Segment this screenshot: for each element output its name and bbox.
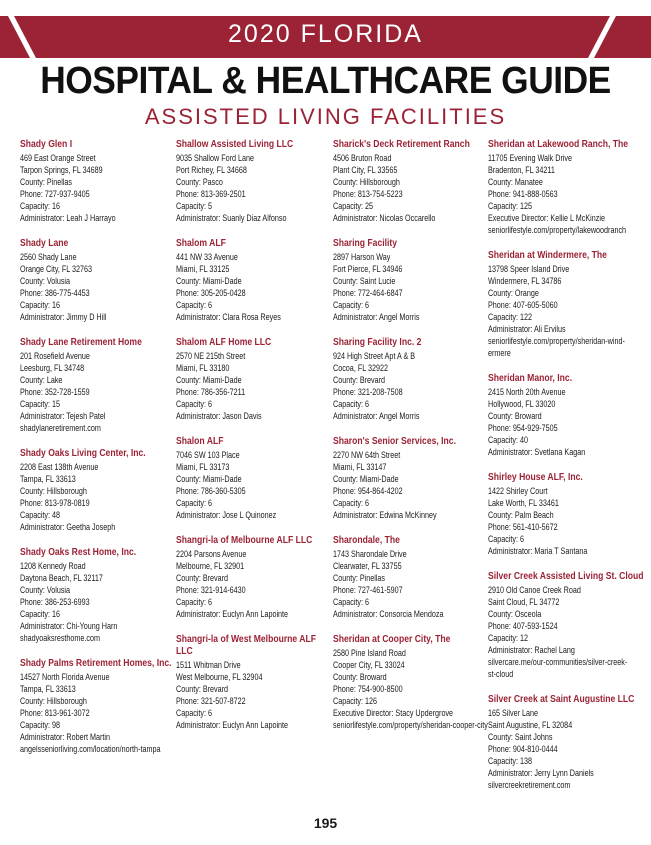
facility-detail-line: Capacity: 138 xyxy=(488,756,533,766)
facility-detail-line: Phone: 786-356-7211 xyxy=(176,387,246,397)
facility-detail-line: Phone: 407-605-5060 xyxy=(488,300,558,310)
facility-detail-line: Capacity: 15 xyxy=(20,399,61,409)
facility-detail-line: Phone: 754-900-8500 xyxy=(333,684,403,694)
facility-name: Shirley House ALF, Inc. xyxy=(488,472,583,483)
facility-detail-line: County: Lake xyxy=(20,375,63,385)
facility-detail-line: 13798 Speer Island Drive xyxy=(488,264,570,274)
facility-detail-line: Cocoa, FL 32922 xyxy=(333,363,388,373)
facility-detail-line: Miami, FL 33180 xyxy=(176,363,230,373)
facility-detail-line: Capacity: 6 xyxy=(333,300,370,310)
facility-detail-line: Leesburg, FL 34748 xyxy=(20,363,85,373)
facility-detail-line: Administrator: Robert Martin xyxy=(20,732,111,742)
facility-detail-line: Administrator: Angel Morris xyxy=(333,411,420,421)
facility-name: Sharing Facility xyxy=(333,238,398,249)
facility-detail-line: Capacity: 6 xyxy=(333,498,370,508)
facility-detail-line: Administrator: Jerry Lynn Daniels xyxy=(488,768,594,778)
facility-detail-line: shadyoaksresthome.com xyxy=(20,633,101,643)
facility-name: Shady Glen I xyxy=(20,139,73,150)
facility-detail-line: Fort Pierce, FL 34946 xyxy=(333,264,403,274)
facility-entry xyxy=(176,535,334,620)
facility-detail-line: Hollywood, FL 33020 xyxy=(488,399,556,409)
facility-entry xyxy=(333,238,491,323)
facility-detail-line: County: Saint Lucie xyxy=(333,276,396,286)
facility-detail-line: Administrator: Edwina McKinney xyxy=(333,510,437,520)
facility-name: Sheridan at Lakewood Ranch, The xyxy=(488,139,629,150)
facility-detail-line: Capacity: 5 xyxy=(176,201,213,211)
facility-detail-line: Cooper City, FL 33024 xyxy=(333,660,405,670)
facility-entry xyxy=(176,634,334,731)
facility-detail-line: Administrator: Euclyn Ann Lapointe xyxy=(176,609,289,619)
facility-detail-line: Administrator: Maria T Santana xyxy=(488,546,588,556)
facility-detail-line: Executive Director: Kellie L McKinzie xyxy=(488,213,605,223)
facility-detail-line: Capacity: 16 xyxy=(20,609,61,619)
facility-name: Sharing Facility Inc. 2 xyxy=(333,337,422,348)
facility-detail-line: seniorlifestyle.com/property/sheridan-wind- xyxy=(488,336,625,346)
facility-detail-line: Tampa, FL 33613 xyxy=(20,684,76,694)
facility-detail-line: Phone: 321-914-6430 xyxy=(176,585,246,595)
facility-detail-line: Phone: 813-754-5223 xyxy=(333,189,403,199)
facility-name: Shangri-la of Melbourne ALF LLC xyxy=(176,535,313,546)
facility-entry xyxy=(176,337,334,422)
section-subtitle: ASSISTED LIVING FACILITIES xyxy=(144,104,507,129)
facility-detail-line: 14527 North Florida Avenue xyxy=(20,672,110,682)
facility-name: Sheridan at Windermere, The xyxy=(488,250,607,261)
facility-detail-line: Clearwater, FL 33755 xyxy=(333,561,402,571)
facility-detail-line: 11705 Evening Walk Drive xyxy=(488,153,573,163)
facility-detail-line: Capacity: 12 xyxy=(488,633,529,643)
facility-name: Sharondale, The xyxy=(333,535,400,546)
page-title: HOSPITAL & HEALTHCARE GUIDE xyxy=(40,60,611,102)
facility-detail-line: Phone: 772-464-6847 xyxy=(333,288,403,298)
facility-detail-line: Capacity: 126 xyxy=(333,696,378,706)
facility-detail-line: Daytona Beach, FL 32117 xyxy=(20,573,103,583)
facility-detail-line: Phone: 352-728-1559 xyxy=(20,387,90,397)
facility-detail-line: Capacity: 6 xyxy=(333,399,370,409)
facility-detail-line: Administrator: Consorcia Mendoza xyxy=(333,609,444,619)
facility-detail-line: Capacity: 6 xyxy=(176,498,213,508)
facility-detail-line: Capacity: 6 xyxy=(176,597,213,607)
facility-entry xyxy=(20,337,178,434)
facility-name: Sheridan Manor, Inc. xyxy=(488,373,573,384)
facility-name: Shalon ALF xyxy=(176,436,224,447)
facility-detail-line: Bradenton, FL 34211 xyxy=(488,165,555,175)
facility-detail-line: County: Hillsborough xyxy=(20,696,87,706)
facility-detail-line: Capacity: 16 xyxy=(20,201,61,211)
facility-name: Shady Lane xyxy=(20,238,69,249)
facility-detail-line: 2270 NW 64th Street xyxy=(333,450,401,460)
facility-name: Sheridan at Cooper City, The xyxy=(333,634,451,645)
facility-detail-line: 201 Rosefield Avenue xyxy=(20,351,90,361)
facility-detail-line: Phone: 727-937-9405 xyxy=(20,189,90,199)
facility-detail-line: angelsseniorliving.com/location/north-tampa xyxy=(20,744,161,754)
facility-entry xyxy=(488,139,646,236)
facility-detail-line: Administrator: Chi-Young Harn xyxy=(20,621,118,631)
facility-detail-line: Phone: 954-864-4202 xyxy=(333,486,403,496)
facility-detail-line: 1511 Whitman Drive xyxy=(176,660,241,670)
facility-detail-line: 2560 Shady Lane xyxy=(20,252,77,262)
facility-entry xyxy=(488,694,646,791)
facility-name: Silver Creek at Saint Augustine LLC xyxy=(488,694,635,705)
facility-detail-line: Plant City, FL 33565 xyxy=(333,165,398,175)
facility-name: Shalom ALF xyxy=(176,238,226,249)
facility-detail-line: Administrator: Svetlana Kagan xyxy=(488,447,586,457)
facility-detail-line: 924 High Street Apt A & B xyxy=(333,351,416,361)
facility-name: Shangri-la of West Melbourne ALF LLC xyxy=(176,634,317,657)
facility-detail-line: West Melbourne, FL 32904 xyxy=(176,672,263,682)
facility-detail-line: Orange City, FL 32763 xyxy=(20,264,93,274)
facility-detail-line: County: Miami-Dade xyxy=(176,474,242,484)
facility-detail-line: 2897 Harson Way xyxy=(333,252,391,262)
facility-detail-line: Phone: 386-253-6993 xyxy=(20,597,90,607)
facility-detail-line: Phone: 321-208-7508 xyxy=(333,387,403,397)
facility-detail-line: Capacity: 16 xyxy=(20,300,61,310)
facility-detail-line: shadylaneretirement.com xyxy=(20,423,101,433)
facility-detail-line: Administrator: Euclyn Ann Lapointe xyxy=(176,720,289,730)
facility-detail-line: Saint Cloud, FL 34772 xyxy=(488,597,560,607)
facility-detail-line: 441 NW 33 Avenue xyxy=(176,252,238,262)
facility-detail-line: st-cloud xyxy=(488,669,514,679)
facility-detail-line: County: Miami-Dade xyxy=(333,474,399,484)
facility-detail-line: Phone: 321-507-8722 xyxy=(176,696,246,706)
facility-detail-line: Windermere, FL 34786 xyxy=(488,276,562,286)
facility-detail-line: Melbourne, FL 32901 xyxy=(176,561,245,571)
facility-detail-line: Phone: 407-593-1524 xyxy=(488,621,558,631)
facility-detail-line: County: Pinellas xyxy=(333,573,386,583)
facility-detail-line: Administrator: Geetha Joseph xyxy=(20,522,116,532)
facility-detail-line: silvercare.me/our-communities/silver-creek- xyxy=(488,657,628,667)
facility-detail-line: Phone: 813-369-2501 xyxy=(176,189,246,199)
facility-detail-line: Capacity: 125 xyxy=(488,201,533,211)
facility-detail-line: County: Pinellas xyxy=(20,177,73,187)
facility-entry xyxy=(333,337,491,422)
facility-entry xyxy=(176,436,334,521)
facility-detail-line: County: Volusia xyxy=(20,276,71,286)
facility-name: Shalom ALF Home LLC xyxy=(176,337,272,348)
facility-detail-line: County: Broward xyxy=(488,411,542,421)
facility-detail-line: Miami, FL 33147 xyxy=(333,462,387,472)
facility-entry xyxy=(488,373,646,458)
facility-detail-line: County: Miami-Dade xyxy=(176,375,242,385)
directory-column-1 xyxy=(20,139,178,769)
facility-detail-line: Administrator: Jimmy D Hill xyxy=(20,312,107,322)
facility-detail-line: Phone: 305-205-0428 xyxy=(176,288,246,298)
facility-entry xyxy=(20,547,178,644)
directory-column-4 xyxy=(488,139,646,805)
facility-detail-line: County: Miami-Dade xyxy=(176,276,242,286)
facility-name: Sharon's Senior Services, Inc. xyxy=(333,436,456,447)
facility-detail-line: 1208 Kennedy Road xyxy=(20,561,86,571)
facility-detail-line: 1743 Sharondale Drive xyxy=(333,549,407,559)
facility-detail-line: silvercreekretirement.com xyxy=(488,780,571,790)
facility-detail-line: County: Palm Beach xyxy=(488,510,554,520)
facility-entry xyxy=(333,139,491,224)
facility-detail-line: Phone: 941-888-0563 xyxy=(488,189,558,199)
facility-name: Shady Palms Retirement Homes, Inc. xyxy=(20,658,172,669)
facility-detail-line: County: Volusia xyxy=(20,585,71,595)
facility-detail-line: County: Osceola xyxy=(488,609,542,619)
facility-detail-line: 2204 Parsons Avenue xyxy=(176,549,247,559)
facility-detail-line: Administrator: Ali Ervilus xyxy=(488,324,566,334)
facility-name: Sharick's Deck Retirement Ranch xyxy=(333,139,470,150)
facility-detail-line: Phone: 813-978-0819 xyxy=(20,498,90,508)
facility-detail-line: Phone: 813-961-3072 xyxy=(20,708,90,718)
facility-entry xyxy=(20,139,178,224)
facility-detail-line: Capacity: 6 xyxy=(333,597,370,607)
facility-detail-line: 2415 North 20th Avenue xyxy=(488,387,566,397)
facility-detail-line: 4506 Bruton Road xyxy=(333,153,392,163)
facility-detail-line: Administrator: Nicolas Occarello xyxy=(333,213,436,223)
facility-detail-line: 2208 East 138th Avenue xyxy=(20,462,99,472)
facility-entry xyxy=(488,571,646,680)
page-number: 195 xyxy=(313,815,338,831)
facility-detail-line: County: Brevard xyxy=(176,684,229,694)
facility-detail-line: 1422 Shirley Court xyxy=(488,486,548,496)
facility-name: Shady Oaks Rest Home, Inc. xyxy=(20,547,137,558)
facility-detail-line: 2910 Old Canoe Creek Road xyxy=(488,585,581,595)
facility-detail-line: Capacity: 40 xyxy=(488,435,529,445)
facility-detail-line: Phone: 727-461-5907 xyxy=(333,585,403,595)
facility-detail-line: 2570 NE 215th Street xyxy=(176,351,246,361)
facility-detail-line: Executive Director: Stacy Updergrove xyxy=(333,708,454,718)
facility-entry xyxy=(488,250,646,359)
facility-entry xyxy=(333,535,491,620)
facility-detail-line: Phone: 561-410-5672 xyxy=(488,522,558,532)
facility-detail-line: 469 East Orange Street xyxy=(20,153,96,163)
facility-detail-line: Capacity: 6 xyxy=(176,399,213,409)
facility-name: Shady Oaks Living Center, Inc. xyxy=(20,448,146,459)
facility-name: Shady Lane Retirement Home xyxy=(20,337,142,348)
facility-detail-line: Administrator: Suanly Diaz Alfonso xyxy=(176,213,287,223)
facility-detail-line: Capacity: 25 xyxy=(333,201,374,211)
facility-detail-line: Administrator: Jason Davis xyxy=(176,411,262,421)
facility-detail-line: Miami, FL 33125 xyxy=(176,264,230,274)
facility-detail-line: 9035 Shallow Ford Lane xyxy=(176,153,255,163)
facility-detail-line: Administrator: Clara Rosa Reyes xyxy=(176,312,281,322)
facility-detail-line: County: Orange xyxy=(488,288,539,298)
facility-detail-line: Capacity: 6 xyxy=(176,708,213,718)
facility-detail-line: County: Brevard xyxy=(333,375,386,385)
banner-title: 2020 FLORIDA xyxy=(228,20,423,48)
facility-detail-line: Miami, FL 33173 xyxy=(176,462,230,472)
facility-name: Shallow Assisted Living LLC xyxy=(176,139,294,150)
facility-entry xyxy=(176,139,334,224)
facility-detail-line: Tarpon Springs, FL 34689 xyxy=(20,165,103,175)
facility-detail-line: Capacity: 98 xyxy=(20,720,61,730)
facility-entry xyxy=(176,238,334,323)
facility-entry xyxy=(333,634,491,731)
facility-detail-line: 2580 Pine Island Road xyxy=(333,648,406,658)
facility-detail-line: seniorlifestyle.com/property/lakewoodranch xyxy=(488,225,627,235)
facility-detail-line: Administrator: Tejesh Patel xyxy=(20,411,106,421)
facility-detail-line: County: Broward xyxy=(333,672,387,682)
facility-detail-line: County: Pasco xyxy=(176,177,223,187)
facility-detail-line: Phone: 386-775-4453 xyxy=(20,288,90,298)
directory-column-3 xyxy=(333,139,491,745)
facility-detail-line: Saint Augustine, FL 32084 xyxy=(488,720,573,730)
facility-detail-line: Capacity: 48 xyxy=(20,510,61,520)
facility-detail-line: County: Hillsborough xyxy=(20,486,87,496)
facility-entry xyxy=(488,472,646,557)
facility-detail-line: County: Saint Johns xyxy=(488,732,553,742)
facility-entry xyxy=(333,436,491,521)
facility-detail-line: Capacity: 122 xyxy=(488,312,533,322)
facility-detail-line: 7046 SW 103 Place xyxy=(176,450,240,460)
facility-detail-line: Administrator: Rachel Lang xyxy=(488,645,575,655)
facility-detail-line: County: Manatee xyxy=(488,177,543,187)
facility-detail-line: Administrator: Jose L Quinonez xyxy=(176,510,277,520)
facility-detail-line: Capacity: 6 xyxy=(176,300,213,310)
facility-detail-line: Capacity: 6 xyxy=(488,534,525,544)
facility-detail-line: 165 Silver Lane xyxy=(488,708,539,718)
facility-detail-line: Phone: 904-810-0444 xyxy=(488,744,558,754)
facility-detail-line: seniorlifestyle.com/property/sheridan-cooper-city xyxy=(333,720,488,730)
facility-detail-line: ermere xyxy=(488,348,511,358)
facility-entry xyxy=(20,238,178,323)
facility-entry xyxy=(20,448,178,533)
facility-detail-line: Administrator: Angel Morris xyxy=(333,312,420,322)
facility-name: Silver Creek Assisted Living St. Cloud xyxy=(488,571,644,582)
facility-detail-line: County: Brevard xyxy=(176,573,229,583)
directory-column-2 xyxy=(176,139,334,745)
facility-detail-line: Administrator: Leah J Harrayo xyxy=(20,213,116,223)
facility-detail-line: Tampa, FL 33613 xyxy=(20,474,76,484)
facility-detail-line: Phone: 954-929-7505 xyxy=(488,423,558,433)
facility-detail-line: Lake Worth, FL 33461 xyxy=(488,498,559,508)
facility-detail-line: County: Hillsborough xyxy=(333,177,400,187)
facility-entry xyxy=(20,658,178,755)
facility-detail-line: Phone: 786-360-5305 xyxy=(176,486,246,496)
facility-detail-line: Port Richey, FL 34668 xyxy=(176,165,247,175)
